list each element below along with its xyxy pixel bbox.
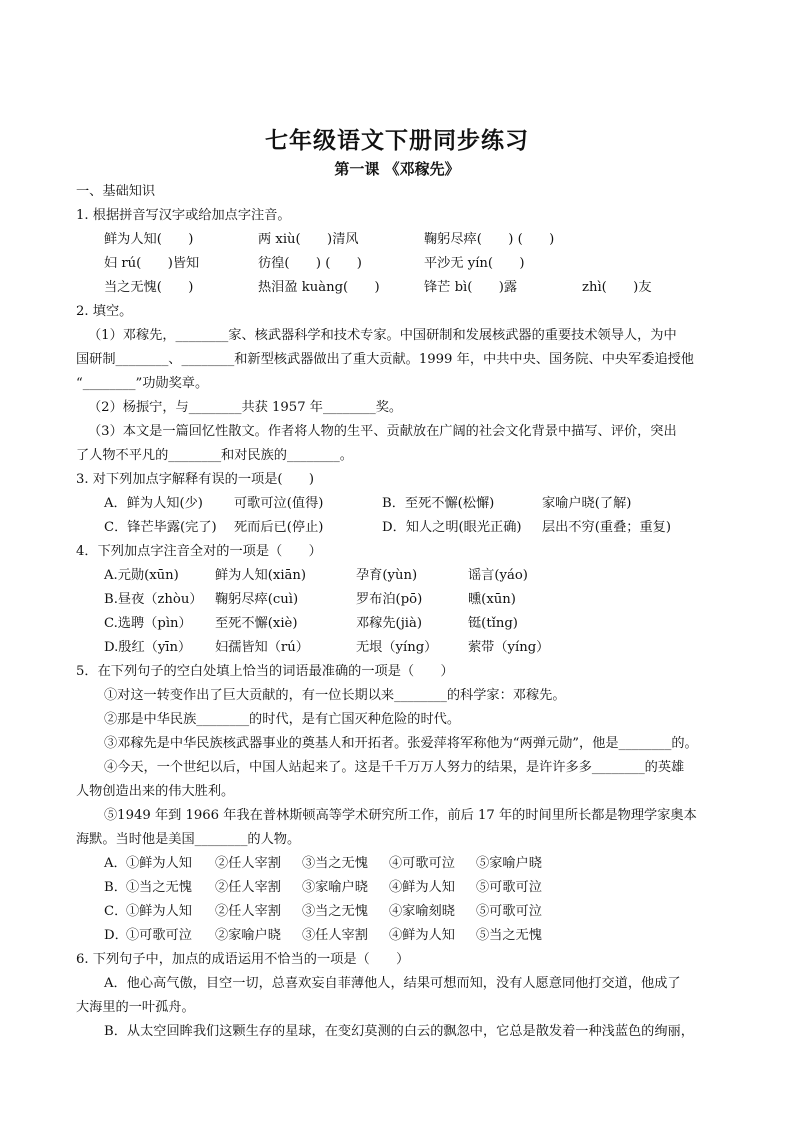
q5-option-word: ①鲜为人知	[126, 856, 192, 871]
page-title: 七年级语文下册同步练习	[265, 127, 529, 154]
q5-option-word: ④家喻刻晓	[389, 904, 455, 919]
q1-item: 热泪盈 kuàng( )	[258, 280, 380, 295]
q1-item: 妇 rú( )皆知	[104, 256, 200, 271]
q5-sentence: ③邓稼先是中华民族核武器事业的奠基人和开拓者。张爱萍将军称他为“两弹元勋”，他是________的。	[104, 736, 698, 751]
q1-item: 两 xiù( )清风	[258, 232, 359, 247]
q4-option: D.殷红（yīn）	[104, 640, 192, 655]
q3-option: 层出不穷(重叠；重复)	[542, 520, 671, 535]
q3-option: B．至死不懈(松懈)	[382, 496, 495, 511]
q3-option: D．知人之明(眼光正确)	[382, 520, 522, 535]
q5-option-word: ③家喻户晓	[302, 880, 368, 895]
question-1-stem: 1. 根据拼音写汉字或给加点字注音。	[76, 208, 291, 223]
q4-option: 鞠躬尽瘁(cuì)	[215, 592, 299, 607]
q4-option: 孕育(yùn)	[356, 568, 418, 583]
q5-sentence: ⑤1949 年到 1966 年我在普林斯顿高等学术研究所工作，前后 17 年的时间里所长都是物理学家奥本	[104, 808, 697, 823]
q4-option: 铤(tǐng)	[468, 616, 518, 631]
q6-option-a: 大海里的一叶孤舟。	[76, 1000, 195, 1015]
q5-sentence: ①对这一转变作出了巨大贡献的，有一位长期以来________的科学家：邓稼先。	[104, 688, 566, 703]
q5-sentence: ②那是中华民族________的时代，是有亡国灭种危险的时代。	[104, 712, 461, 727]
q5-option-word: ⑤当之无愧	[476, 928, 542, 943]
q4-option: 无垠（yíng）	[356, 640, 438, 655]
q4-option: A.元勋(xūn)	[104, 568, 179, 583]
q4-option: 罗布泊(pō)	[356, 592, 423, 607]
q4-option: 曛(xūn)	[468, 592, 516, 607]
q5-sentence: 海默。当时他是美国________的人物。	[76, 832, 301, 847]
q5-option-word: ⑤可歌可泣	[476, 904, 542, 919]
q3-option: 可歌可泣(值得)	[234, 496, 324, 511]
q4-option: 妇孺皆知（rú）	[215, 640, 309, 655]
question-4-stem: 4．下列加点字注音全对的一项是（ ）	[76, 544, 322, 559]
q5-option-word: ③当之无愧	[302, 904, 368, 919]
q2-paragraph-line: （1）邓稼先，________家、核武器科学和技术专家。中国研制和发展核武器的重要技术领导人，为中	[88, 328, 677, 343]
q5-option-letter: C．	[104, 904, 128, 919]
q1-item: 平沙无 yín( )	[424, 256, 525, 271]
q5-option-word: ③当之无愧	[302, 856, 368, 871]
q2-paragraph-line: （3）本文是一篇回忆性散文。作者将人物的生平、贡献放在广阔的社会文化背景中描写、评价，突出	[88, 424, 677, 439]
q5-option-word: ④可歌可泣	[389, 856, 455, 871]
q2-paragraph-line: 国研制________、________和新型核武器做出了重大贡献。1999 年，中共中央、国务院、中央军委追授他	[76, 352, 694, 367]
q3-option: 死而后已(停止)	[234, 520, 324, 535]
q1-item: zhì( )友	[582, 280, 652, 295]
q2-paragraph-line: （2）杨振宁，与________共获 1957 年________奖。	[88, 400, 403, 415]
q6-option-b: B．从太空回眸我们这颗生存的星球，在变幻莫测的白云的飘忽中，它总是散发着一种浅蓝色的绚丽，	[104, 1024, 694, 1039]
q1-item: 当之无愧( )	[104, 280, 194, 295]
q5-option-word: ④鲜为人知	[389, 880, 455, 895]
question-3-stem: 3. 对下列加点字解释有误的一项是( )	[76, 472, 315, 487]
section-heading: 一、基础知识	[76, 184, 156, 199]
lesson-subtitle: 第一课 《邓稼先》	[334, 160, 460, 178]
q5-option-word: ①可歌可泣	[126, 928, 192, 943]
q5-option-word: ②家喻户晓	[215, 928, 281, 943]
question-6-stem: 6. 下列句子中，加点的成语运用不恰当的一项是（ ）	[76, 952, 410, 967]
q4-option: 邓稼先(jià)	[356, 616, 423, 631]
q4-option: B.昼夜（zhòu）	[104, 592, 203, 607]
q4-option: 谣言(yáo)	[468, 568, 528, 583]
q6-option-a: A．他心高气傲，目空一切，总喜欢妄自菲薄他人，结果可想而知，没有人愿意同他打交道，他成了	[104, 976, 681, 991]
q2-paragraph-line: “________”功勋奖章。	[76, 376, 209, 391]
q4-option: C.选聘（pìn）	[104, 616, 192, 631]
q5-option-letter: A．	[104, 856, 127, 871]
q3-option: 家喻户晓(了解)	[542, 496, 632, 511]
question-5-stem: 5．在下列句子的空白处填上恰当的词语最准确的一项是（ ）	[76, 664, 454, 679]
q1-item: 彷徨( ) ( )	[258, 256, 362, 271]
q1-item: 锋芒 bì( )露	[424, 280, 518, 295]
q4-option: 萦带（yíng）	[468, 640, 550, 655]
q1-item: 鞠躬尽瘁( ) ( )	[424, 232, 555, 247]
q3-option: C．锋芒毕露(完了)	[104, 520, 217, 535]
q1-item: 鲜为人知( )	[104, 232, 194, 247]
q5-option-word: ④鲜为人知	[389, 928, 455, 943]
q5-option-word: ⑤家喻户晓	[476, 856, 542, 871]
q5-option-word: ①当之无愧	[126, 880, 192, 895]
q5-option-word: ①鲜为人知	[126, 904, 192, 919]
q5-option-word: ③任人宰割	[302, 928, 368, 943]
q4-option: 至死不懈(xiè)	[215, 616, 298, 631]
q5-option-word: ②任人宰割	[215, 880, 281, 895]
q5-option-word: ⑤可歌可泣	[476, 880, 542, 895]
q5-option-word: ②任人宰割	[215, 904, 281, 919]
q2-paragraph-line: 了人物不平凡的________和对民族的________。	[76, 448, 353, 463]
question-2-stem: 2. 填空。	[76, 304, 133, 319]
q3-option: A．鲜为人知(少)	[104, 496, 203, 511]
q5-option-letter: B．	[104, 880, 127, 895]
q4-option: 鲜为人知(xiān)	[215, 568, 307, 583]
q5-option-word: ②任人宰割	[215, 856, 281, 871]
q5-sentence: 人物创造出来的伟大胜利。	[76, 784, 235, 799]
q5-sentence: ④今天，一个世纪以后，中国人站起来了。这是千千万万人努力的结果，是许许多多________的英雄	[104, 760, 685, 775]
q5-option-letter: D．	[104, 928, 128, 943]
